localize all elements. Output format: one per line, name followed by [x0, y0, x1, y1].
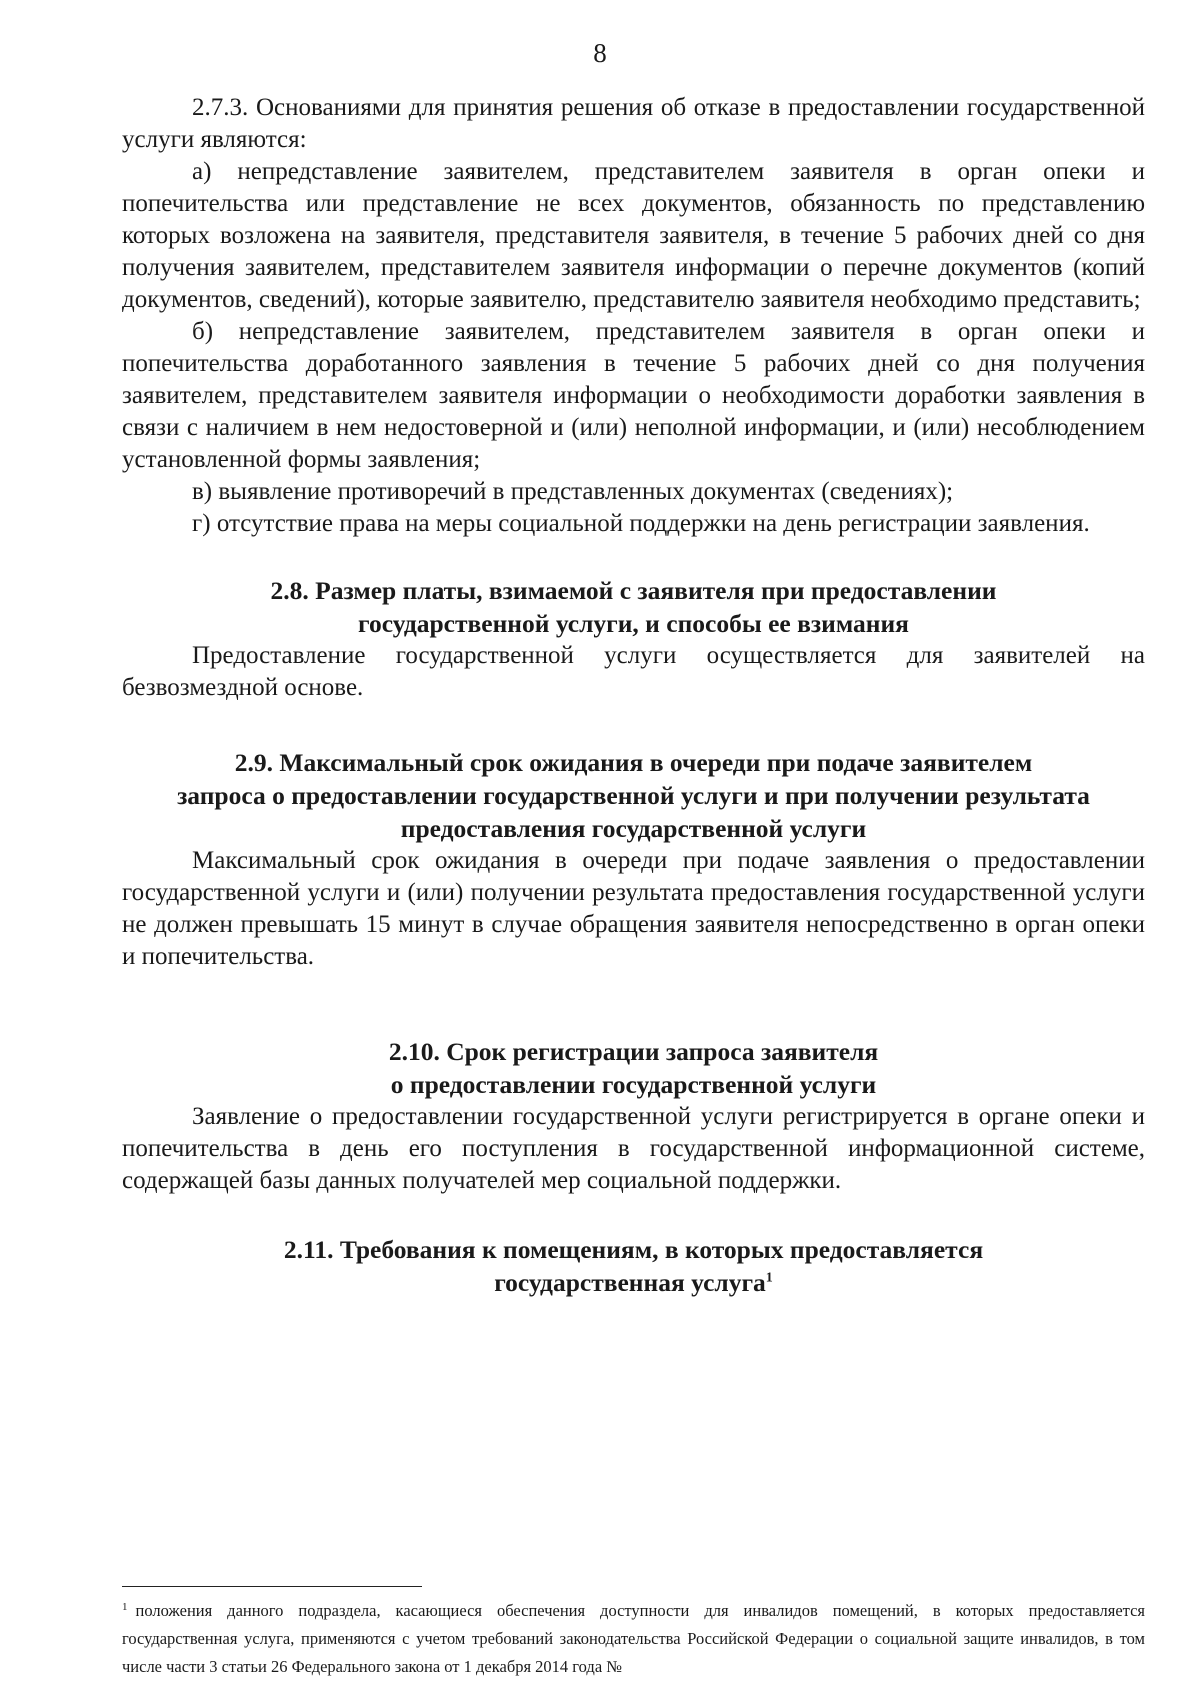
section-2-8-heading [122, 574, 1145, 640]
section-2-9-heading-line-1: 2.9. Максимальный срок ожидания в очереди при подаче заявителем [234, 748, 1033, 777]
footnote-reference[interactable]: 1 [765, 1270, 773, 1286]
section-2-7-3-intro: 2.7.3. Основаниями для принятия решения об отказе в предоставлении государственной услуги являются: [122, 94, 1145, 153]
section-2-8-text: Предоставление государственной услуги осуществляется для заявителей на безвозмездной основе. [122, 642, 1145, 701]
footnote-text: положения данного подраздела, касающиеся обеспечения доступности для инвалидов помещений, в которых предоставляется государственная услуга, применяются с учетом требований законодательства Российской Федерации о социальной защите инвалидов, в том числе части 3 статьи 26 Федерального закона от 1 декабря 2014 года № [122, 1601, 1145, 1676]
footnote-separator [122, 1586, 422, 1587]
section-2-11-heading-line-2-text: государственная услуга [494, 1268, 766, 1297]
section-2-10-text: Заявление о предоставлении государственной услуги регистрируется в органе опеки и попечительства в день его поступления в государственной информационной системе, содержащей базы данных получателей мер социальной поддержки. [122, 1103, 1145, 1194]
document-body [122, 92, 1145, 1299]
footnote [122, 1597, 1145, 1681]
section-2-8-heading-line-2: государственной услуги, и способы ее взимания [358, 609, 909, 638]
section-2-9-heading-line-3: предоставления государственной услуги [400, 814, 867, 843]
page-number: 8 [593, 38, 607, 68]
section-2-10-heading [122, 1035, 1145, 1101]
footnote-marker: 1 [122, 1600, 128, 1613]
section-2-9-heading-line-2: запроса о предоставлении государственной услуги и при получении результата [177, 781, 1090, 810]
section-2-11-heading-line-1: 2.11. Требования к помещениям, в которых предоставляется [283, 1235, 984, 1264]
section-2-7-3-item-b: б) непредставление заявителем, представителем заявителя в орган опеки и попечительства доработанного заявления в течение 5 рабочих дней со дня получения заявителем, представителем заявителя информации о необходимости доработки заявления в связи с наличием в нем недостоверной и (или) неполной информации, и (или) несоблюдением установленной формы заявления; [122, 318, 1145, 473]
section-2-7-3-item-v: в) выявление противоречий в представленных документах (сведениях); [192, 478, 954, 505]
section-2-9-heading [122, 746, 1145, 845]
section-2-7-3-item-g: г) отсутствие права на меры социальной поддержки на день регистрации заявления. [192, 510, 1090, 537]
section-2-11-heading-line-2 [122, 1266, 1145, 1299]
section-2-8-heading-line-1: 2.8. Размер платы, взимаемой с заявителя при предоставлении [270, 576, 997, 605]
section-2-10-heading-line-1: 2.10. Срок регистрации запроса заявителя [388, 1037, 879, 1066]
section-2-10-heading-line-2: о предоставлении государственной услуги [390, 1070, 877, 1099]
section-2-11-heading [122, 1233, 1145, 1299]
section-2-7-3-item-a: а) непредставление заявителем, представителем заявителя в орган опеки и попечительства или представление не всех документов, обязанность по представлению которых возложена на заявителя, представителя заявителя, в течение 5 рабочих дней со дня получения заявителем, представителем заявителя информации о перечне документов (копий документов, сведений), которые заявителю, представителю заявителя необходимо представить; [122, 158, 1145, 313]
section-2-9-text: Максимальный срок ожидания в очереди при подаче заявления о предоставлении государственной услуги и (или) получении результата предоставления государственной услуги не должен превышать 15 минут в случае обращения заявителя непосредственно в орган опеки и попечительства. [122, 847, 1145, 970]
